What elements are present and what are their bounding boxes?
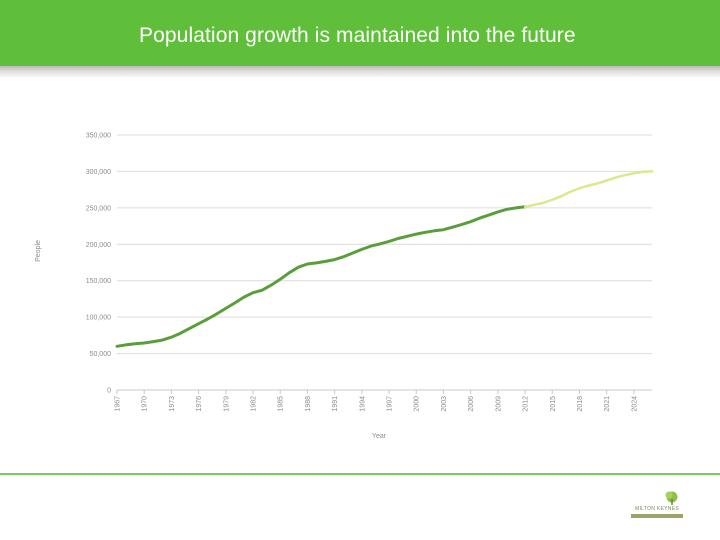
x-tick-label: 2012 <box>522 396 530 412</box>
x-tick-label: 1991 <box>332 396 340 412</box>
x-tick-labels <box>115 396 639 412</box>
x-tick-label: 1976 <box>196 396 204 412</box>
series-projected-line <box>525 171 652 206</box>
logo-underbar <box>631 514 683 518</box>
x-tick-label: 2018 <box>576 396 584 412</box>
y-tick-label: 100,000 <box>85 314 111 322</box>
slide-title: Population growth is maintained into the future <box>139 24 576 47</box>
milton-keynes-logo <box>625 488 689 528</box>
x-tick-label: 1988 <box>304 396 312 412</box>
x-tick-label: 2003 <box>440 396 448 412</box>
footer-rule <box>0 473 720 475</box>
gridlines <box>117 135 652 354</box>
x-tick-label: 2015 <box>549 396 557 412</box>
y-tick-label: 50,000 <box>89 351 111 359</box>
y-tick-label: 200,000 <box>85 241 111 249</box>
x-tick-label: 1973 <box>168 396 176 412</box>
series-lines <box>117 171 652 346</box>
y-axis-label: People <box>35 240 42 262</box>
x-tick-label: 2006 <box>468 396 476 412</box>
x-tick-label: 2024 <box>631 396 639 412</box>
y-tick-label: 0 <box>107 387 111 395</box>
x-tick-label: 1979 <box>223 396 231 412</box>
x-tick-label: 1967 <box>114 396 122 412</box>
x-tick-label: 1985 <box>277 396 285 412</box>
x-tick-label: 2009 <box>495 396 503 412</box>
y-tick-label: 250,000 <box>85 205 111 213</box>
x-axis-label: Year <box>371 433 387 440</box>
x-tick-label: 1970 <box>141 396 149 412</box>
y-tick-label: 350,000 <box>85 132 111 140</box>
y-tick-labels <box>86 133 111 395</box>
x-tick-label: 1997 <box>386 396 394 412</box>
y-tick-label: 300,000 <box>85 168 111 176</box>
logo-wordmark: MILTON KEYNES <box>634 506 679 512</box>
x-tick-label: 2000 <box>413 396 421 412</box>
axes <box>117 390 652 394</box>
tree-icon <box>625 488 689 506</box>
x-tick-label: 1982 <box>250 396 258 412</box>
x-tick-label: 2021 <box>604 396 612 412</box>
y-tick-label: 150,000 <box>85 278 111 286</box>
series-actual-line <box>117 207 525 346</box>
x-tick-label: 1994 <box>359 396 367 412</box>
